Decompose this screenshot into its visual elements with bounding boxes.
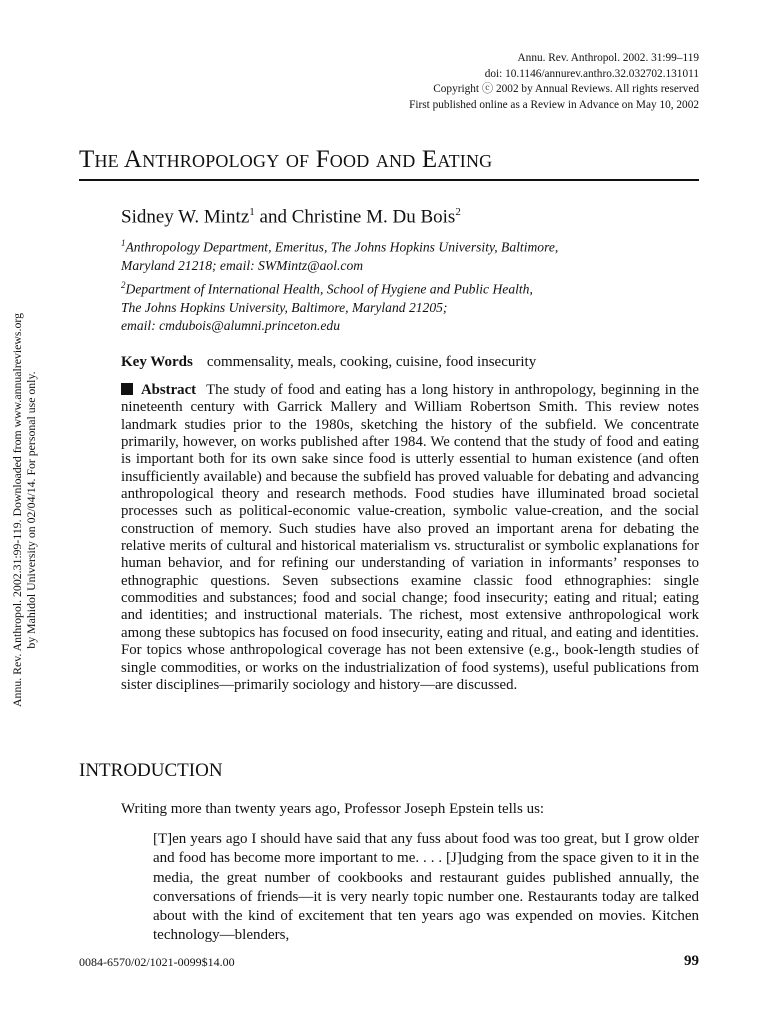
keywords-text: commensality, meals, cooking, cuisine, food insecurity <box>206 354 537 370</box>
affiliations <box>121 234 701 336</box>
affiliation-1-mark: 1 <box>121 238 126 248</box>
doi-line: doi: 10.1146/annurev.anthro.32.032702.131011 <box>484 67 699 80</box>
affiliation-2-mark: 2 <box>121 279 126 290</box>
affiliation-line <box>121 276 701 299</box>
abstract-text: The study of food and eating has a long history in anthropology, beginning in the nineteenth century with Garrick Mallery and William Robertson Smith. This review notes landmark studies prior to the 1980s, sketching the history of the subfield. We concentrate primarily, however, on works published after 1984. We contend that the study of food and eating is important both for its own sake since food is utterly essential to human existence (and often insufficiently available) and because the subfield has proved valuable for debating and advancing anthropological theory and research methods. Food studies have illuminated broad societal processes such as political-economic value-creation, symbolic value-creation, and the social construction of memory. Such studies have also proved an important arena for debating the relative merits of cultural and historical materialism vs. structuralist or symbolic explanations for human behavior, and for refining our understanding of variation in informants’ responses to ethnographic questions. Seven subsections examine classic food ethnographies: single commodities and substances; food and social change; food insecurity; eating and ritual; eating and identities; and instructional materials. The richest, most extensive anthropological work among these subtopics has focused on food insecurity, eating and ritual, and eating and identities. For topics whose anthropological coverage has not been extensive (e.g., book-length studies of single commodities, or works on the industrialization of food systems), useful publications from sister disciplines—primarily sociology and history—are discussed. <box>121 382 699 693</box>
watermark-line-2: by Mahidol University on 02/04/14. For personal use only. <box>24 371 38 649</box>
watermark-line-1: Annu. Rev. Anthropol. 2002.31:99-119. Downloaded from www.annualreviews.org <box>10 313 24 707</box>
intro-paragraph: Writing more than twenty years ago, Professor Joseph Epstein tells us: <box>121 801 545 817</box>
affiliation-line: Maryland 21218; email: SWMintz@aol.com <box>121 258 364 274</box>
author-1: Sidney W. Mintz <box>121 206 250 228</box>
published-line: First published online as a Review in Advance on May 10, 2002 <box>409 98 699 111</box>
block-quote: [T]en years ago I should have said that any fuss about food was too great, but I grow older and food has become more important to me. . . . [J]udging from the space given to it in the media, the great number of cookbooks and restaurant guides published annually, the conversations of friends—it is very nearly topic number one. Restaurants today are talked about with the kind of excitement that ten years ago was expended on movies. Kitchen technology—blenders, <box>153 831 699 944</box>
title-block <box>79 143 699 181</box>
keywords-label: Key Words <box>121 354 193 370</box>
abstract <box>121 382 699 694</box>
affiliation-2-text: Department of International Health, School of Hygiene and Public Health, <box>125 281 533 297</box>
author-line <box>121 206 461 228</box>
author-1-mark: 1 <box>249 206 255 218</box>
keywords <box>121 354 536 371</box>
section-heading: INTRODUCTION <box>79 760 223 781</box>
citation-line: Annu. Rev. Anthropol. 2002. 31:99–119 <box>517 52 699 64</box>
affiliation-line: email: cmdubois@alumni.princeton.edu <box>121 318 341 334</box>
footer-code: 0084-6570/02/1021-0099$14.00 <box>79 955 235 969</box>
affiliation-line: The Johns Hopkins University, Baltimore, Maryland 21205; <box>121 299 448 315</box>
square-bullet-icon <box>121 383 133 395</box>
author-2: Christine M. Du Bois <box>291 206 456 228</box>
journal-header <box>409 51 699 113</box>
article-title: The Anthropology of Food and Eating <box>79 146 493 173</box>
affiliation-line <box>121 234 701 257</box>
watermark-text <box>10 313 38 707</box>
author-2-mark: 2 <box>455 206 461 218</box>
author-connector: and <box>254 206 292 228</box>
title-rule <box>79 179 699 181</box>
affiliation-1-text: Anthropology Department, Emeritus, The Johns Hopkins University, Baltimore, <box>125 239 559 255</box>
page-number: 99 <box>684 953 699 969</box>
abstract-label: Abstract <box>141 382 197 398</box>
copyright-line: Copyright ⓒ 2002 by Annual Reviews. All rights reserved <box>433 83 699 95</box>
